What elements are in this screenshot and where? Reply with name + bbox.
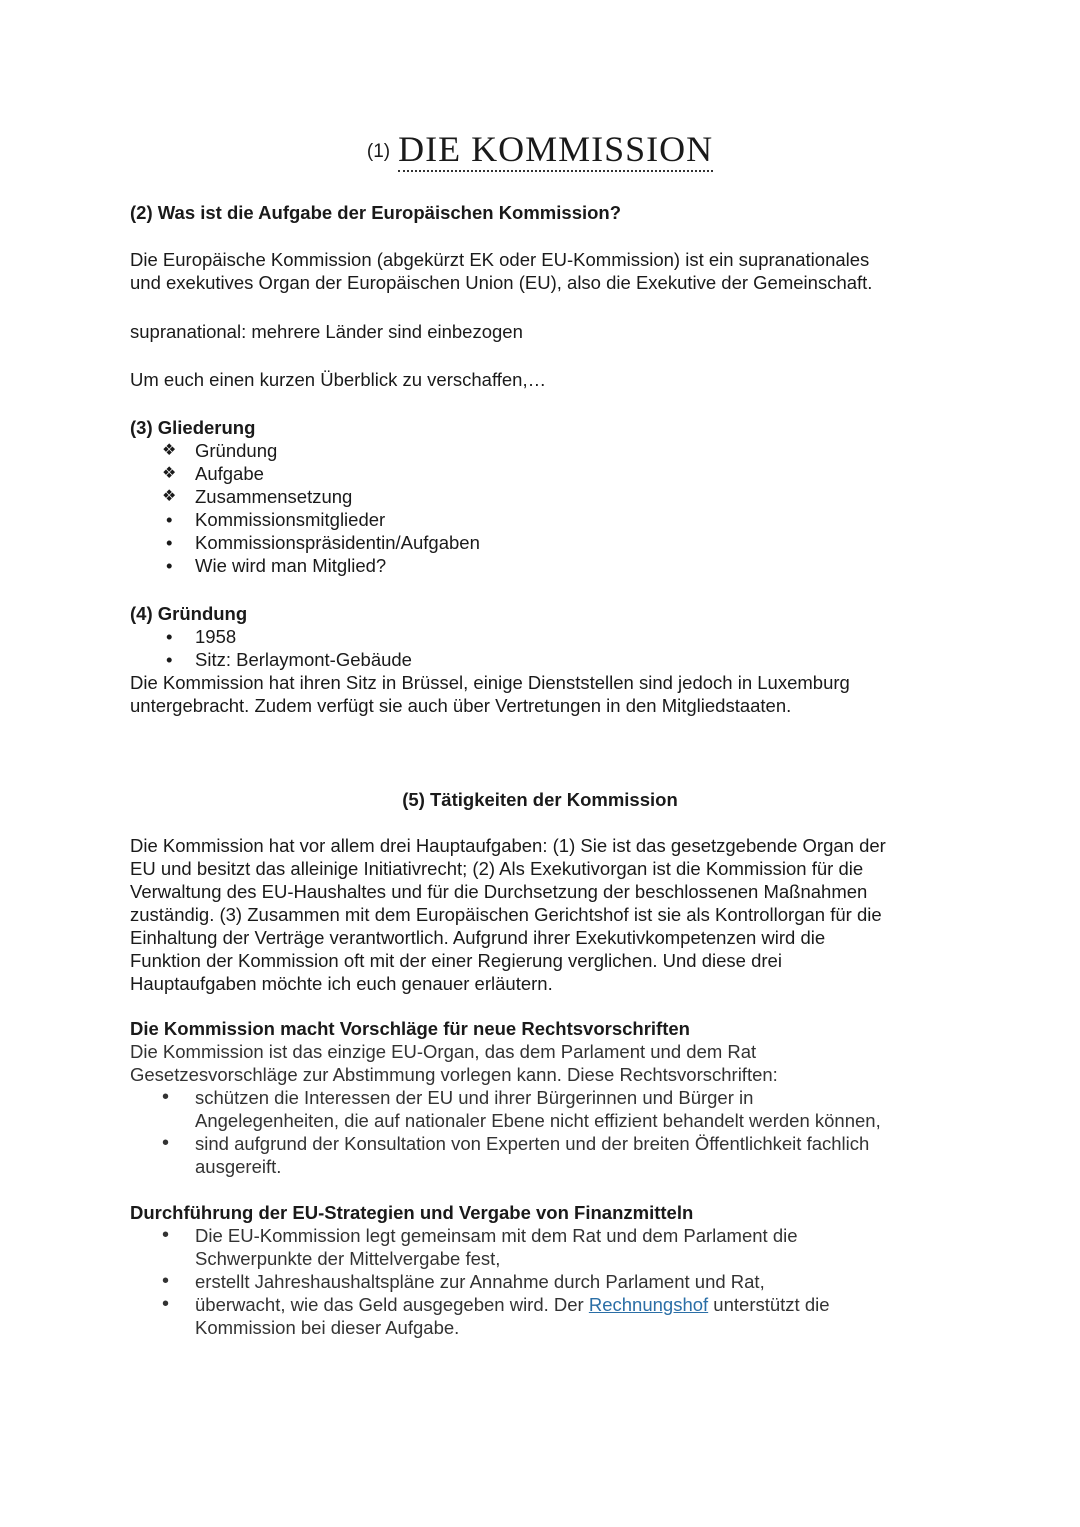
bullet-icon: •: [162, 1086, 170, 1108]
list-item: • Die EU-Kommission legt gemeinsam mit dem Rat und dem Parlament die Schwerpunkte der Mittelvergabe fest,: [162, 1224, 798, 1269]
text-line: untergebracht. Zudem verfügt sie auch über Vertretungen in den Mitgliedstaaten.: [130, 695, 792, 716]
section-6-heading: Die Kommission macht Vorschläge für neue Rechtsvorschriften: [130, 1018, 690, 1039]
rechnungshof-link[interactable]: Rechnungshof: [588, 1294, 709, 1315]
page-title: [130, 128, 950, 170]
bullet-icon: •: [162, 1270, 170, 1292]
list-item: • Wie wird man Mitglied?: [166, 555, 387, 576]
bullet-icon: •: [162, 1132, 170, 1154]
list-item: ❖ Gründung: [162, 440, 278, 461]
bullet-icon: •: [166, 532, 173, 553]
legislation-section: [130, 1040, 960, 1178]
text-line: Gesetzesvorschläge zur Abstimmung vorlegen kann. Diese Rechtsvorschriften:: [130, 1064, 778, 1085]
text-line: EU und besitzt das alleinige Initiativrecht; (2) Als Exekutivorgan ist die Kommission für die: [130, 858, 864, 879]
bullet-icon: •: [162, 1224, 170, 1246]
activities-paragraph: [130, 834, 960, 995]
list-item: • Kommissionspräsidentin/Aufgaben: [166, 532, 480, 553]
text-line: Verwaltung des EU-Haushaltes und für die Durchsetzung der beschlossenen Maßnahmen: [130, 881, 868, 902]
section-2-paragraph: [130, 248, 960, 294]
list-item: • erstellt Jahreshaushaltspläne zur Annahme durch Parlament und Rat,: [162, 1270, 765, 1292]
section-4-heading: (4) Gründung: [130, 603, 248, 624]
text-line: und exekutives Organ der Europäischen Union (EU), also die Exekutive der Gemeinschaft.: [130, 272, 873, 293]
bullet-icon: •: [166, 626, 173, 647]
text-line: Hauptaufgaben möchte ich euch genauer erläutern.: [130, 973, 553, 994]
text-line: Die Kommission ist das einzige EU-Organ, das dem Parlament und dem Rat: [130, 1041, 757, 1062]
section-2-heading: (2) Was ist die Aufgabe der Europäischen Kommission?: [130, 202, 622, 223]
list-item: • überwacht, wie das Geld ausgegeben wird. Der Rechnungshof unterstützt die Kommission bei dieser Aufgabe.: [162, 1293, 830, 1338]
list-item: • schützen die Interessen der EU und ihrer Bürgerinnen und Bürger in Angelegenheiten, die auf nationaler Ebene nicht effizient behandelt werden können,: [162, 1086, 881, 1131]
outline-list: [130, 439, 960, 577]
bullet-icon: •: [166, 649, 173, 670]
list-item: ❖ Aufgabe: [162, 463, 264, 484]
budget-section: [130, 1224, 960, 1339]
section-5-heading: (5) Tätigkeiten der Kommission: [402, 789, 678, 810]
text-line: zuständig. (3) Zusammen mit dem Europäischen Gerichtshof ist sie als Kontrollorgan für die: [130, 904, 882, 925]
list-item: • Kommissionsmitglieder: [166, 509, 386, 530]
list-item: • 1958: [166, 626, 237, 647]
list-item: ❖ Zusammensetzung: [162, 486, 353, 507]
text-line: Die Europäische Kommission (abgekürzt EK oder EU-Kommission) ist ein supranationales: [130, 249, 870, 270]
list-item: • sind aufgrund der Konsultation von Experten und der breiten Öffentlichkeit fachlich ausgereift.: [162, 1132, 870, 1177]
overview-text: Um euch einen kurzen Überblick zu verschaffen,…: [130, 369, 547, 390]
list-item: • Sitz: Berlaymont-Gebäude: [166, 649, 412, 670]
diamond-bullet-icon: ❖: [162, 465, 177, 482]
title-text: DIE KOMMISSION: [398, 129, 713, 172]
bullet-icon: •: [166, 509, 173, 530]
bullet-icon: •: [162, 1293, 170, 1315]
founding-section: [130, 625, 960, 717]
definition-text: supranational: mehrere Länder sind einbezogen: [130, 321, 523, 342]
title-number: (1): [366, 141, 391, 162]
text-line: Die Kommission hat ihren Sitz in Brüssel, einige Dienststellen sind jedoch in Luxemburg: [130, 672, 850, 693]
text-line: Einhaltung der Verträge verantwortlich. Aufgrund ihrer Exekutivkompetenzen wird die: [130, 927, 826, 948]
diamond-bullet-icon: ❖: [162, 488, 177, 505]
section-7-heading: Durchführung der EU-Strategien und Vergabe von Finanzmitteln: [130, 1202, 694, 1223]
text-line: Die Kommission hat vor allem drei Hauptaufgaben: (1) Sie ist das gesetzgebende Organ der: [130, 835, 886, 856]
section-3-heading: (3) Gliederung: [130, 417, 256, 438]
diamond-bullet-icon: ❖: [162, 442, 177, 459]
text-line: Funktion der Kommission oft mit der einer Regierung verglichen. Und diese drei: [130, 950, 782, 971]
bullet-icon: •: [166, 555, 173, 576]
